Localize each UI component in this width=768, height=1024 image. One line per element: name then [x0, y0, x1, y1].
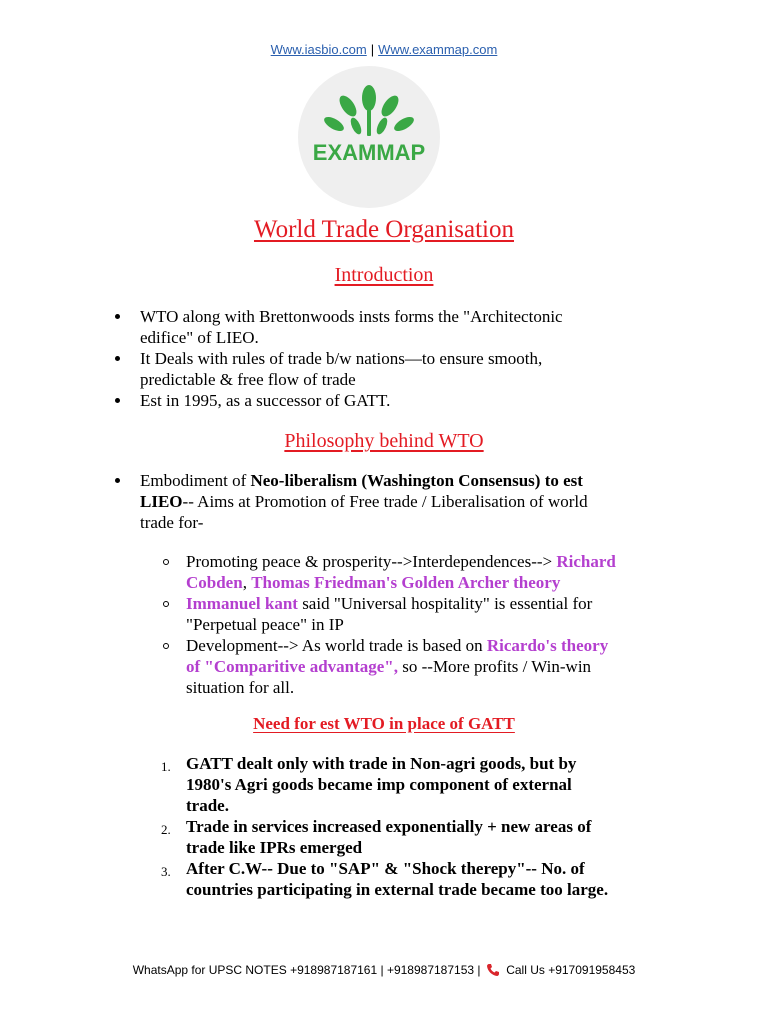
item-number: 1.	[161, 759, 171, 774]
circle-bullet-icon	[163, 601, 169, 607]
introduction-heading: Introduction	[334, 264, 434, 286]
footer-whatsapp-text: WhatsApp for UPSC NOTES +918987187161 | +918987187153 |	[132, 963, 481, 977]
circle-bullet-icon	[163, 643, 169, 649]
need-list	[161, 753, 609, 900]
bullet-icon	[115, 314, 120, 319]
item-number: 3.	[161, 864, 171, 879]
list-item: It Deals with rules of trade b/w nations—to ensure smooth, predictable & free flow of trade	[140, 348, 563, 390]
need-heading: Need for est WTO in place of GATT	[253, 714, 515, 733]
sub-list-item: Promoting peace & prosperity-->Interdependences--> Richard Cobden, Thomas Friedman's Golden Archer theory	[186, 551, 616, 593]
philosophy-list	[140, 470, 588, 533]
list-item: WTO along with Brettonwoods insts forms the "Architectonic edifice" of LIEO.	[140, 306, 563, 348]
footer	[0, 963, 768, 980]
list-item: Embodiment of Neo-liberalism (Washington Consensus) to est LIEO-- Aims at Promotion of Free trade / Liberalisation of world trade for-	[140, 470, 588, 533]
bullet-icon	[115, 398, 120, 403]
circle-bullet-icon	[163, 559, 169, 565]
exammap-logo	[298, 66, 440, 208]
header-separator: |	[370, 42, 375, 57]
logo-brand-text: EXAMMAP	[312, 140, 426, 165]
bullet-icon	[115, 356, 120, 361]
phone-icon	[486, 963, 500, 980]
list-item: Est in 1995, as a successor of GATT.	[140, 390, 563, 411]
introduction-list	[140, 306, 563, 411]
list-item: 2. Trade in services increased exponentially + new areas of trade like IPRs emerged	[161, 817, 592, 857]
list-item: 1. GATT dealt only with trade in Non-agri goods, but by 1980's Agri goods became imp component of external trade.	[161, 754, 577, 815]
sub-list-item: Development--> As world trade is based on Ricardo's theory of "Comparitive advantage", so --More profits / Win-win situation for all.	[186, 635, 616, 698]
exammap-link[interactable]: Www.exammap.com	[378, 42, 498, 57]
item-number: 2.	[161, 822, 171, 837]
bullet-icon	[115, 478, 120, 483]
footer-call-text: Call Us +917091958453	[506, 963, 636, 977]
header-links	[0, 42, 768, 57]
list-item: 3. After C.W-- Due to "SAP" & "Shock therepy"-- No. of countries participating in external trade became too large.	[161, 859, 609, 899]
page-title: World Trade Organisation	[253, 216, 514, 243]
leaf-sprout-icon	[298, 66, 440, 208]
philosophy-subitems	[186, 551, 616, 698]
iasbio-link[interactable]: Www.iasbio.com	[270, 42, 367, 57]
sub-list-item: Immanuel kant said "Universal hospitality" is essential for "Perpetual peace" in IP	[186, 593, 616, 635]
philosophy-heading: Philosophy behind WTO	[284, 430, 484, 452]
